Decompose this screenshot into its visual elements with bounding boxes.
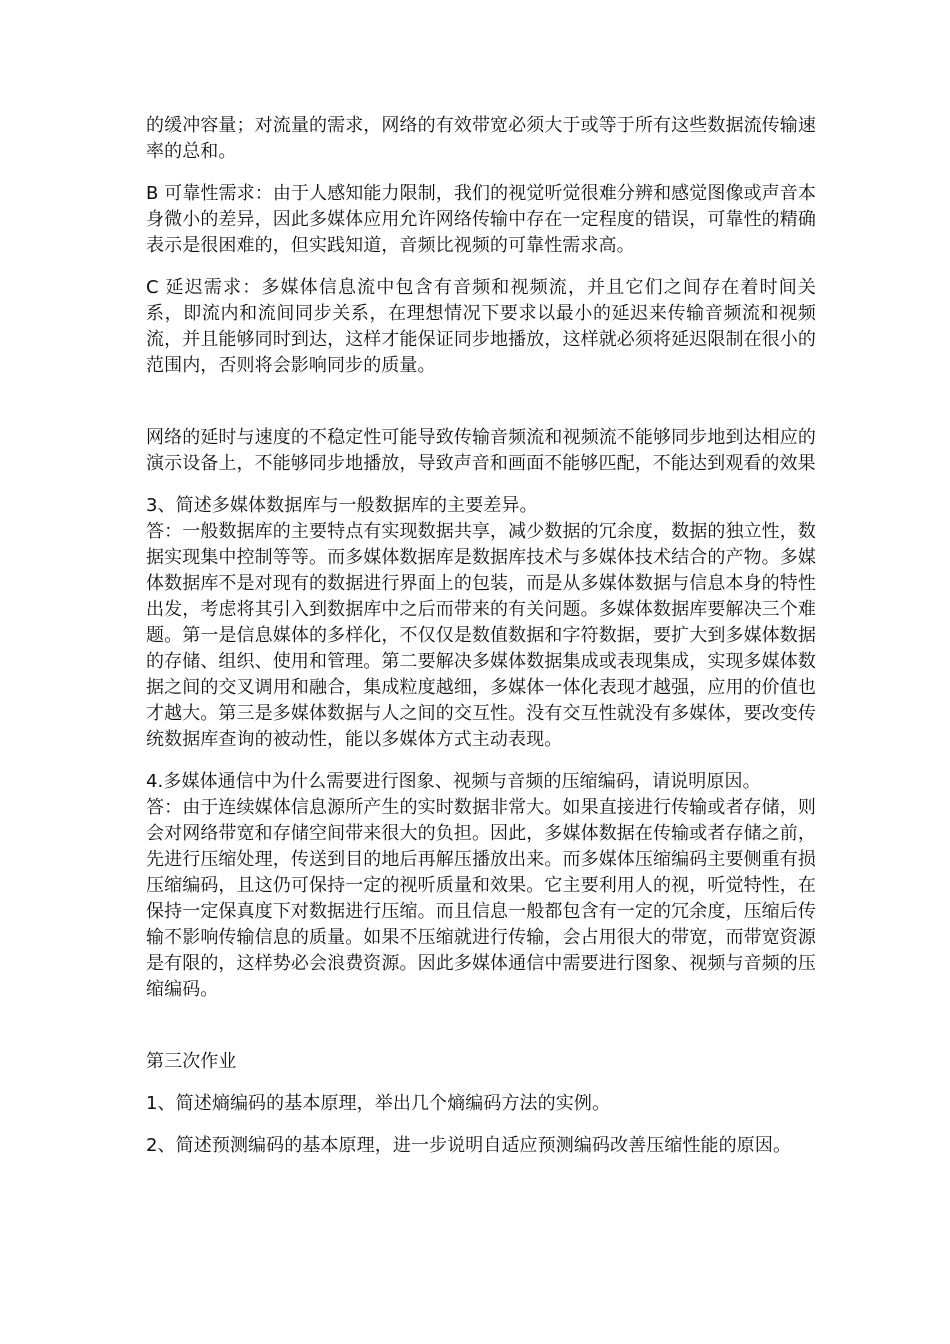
document-body: [146, 113, 816, 1159]
answer-3: 答：一般数据库的主要特点有实现数据共享，减少数据的冗余度，数据的独立性，数据实现集中控制等等。而多媒体数据库是数据库技术与多媒体技术结合的产物。多媒体数据库不是对现有的数据进行界面上的包装，而是从多媒体数据与信息本身的特性出发，考虑将其引入到数据库中之后而带来的有关问题。多媒体数据库要解决三个难题。第一是信息媒体的多样化，不仅仅是数值数据和字符数据，要扩大到多媒体数据的存储、组织、使用和管理。第二要解决多媒体数据集成或表现集成，实现多媒体数据之间的交叉调用和融合，集成粒度越细，多媒体一体化表现才越强，应用的价值也才越大。第三是多媒体数据与人之间的交互性。没有交互性就没有多媒体，要改变传统数据库查询的被动性，能以多媒体方式主动表现。: [146, 521, 816, 750]
homework-question-2: 2、简述预测编码的基本原理，进一步说明自适应预测编码改善压缩性能的原因。: [146, 1135, 792, 1156]
homework-question-1: 1、简述熵编码的基本原理，举出几个熵编码方法的实例。: [146, 1093, 611, 1114]
section-heading-third-assignment: 第三次作业: [146, 1051, 237, 1072]
paragraph-delay-requirement: C 延迟需求：多媒体信息流中包含有音频和视频流，并且它们之间存在着时间关系，即流内和流间同步关系，在理想情况下要求以最小的延迟来传输音频流和视频流，并且能够同时到达，这样才能保证同步地播放，这样就必须将延迟限制在很小的范围内，否则将会影响同步的质量。: [146, 277, 816, 376]
question-4: 4.多媒体通信中为什么需要进行图象、视频与音频的压缩编码，请说明原因。: [146, 771, 761, 792]
paragraph-network-instability: 网络的延时与速度的不稳定性可能导致传输音频流和视频流不能够同步地到达相应的演示设备上，不能够同步地播放，导致声音和画面不能够匹配，不能达到观看的效果: [146, 427, 816, 474]
paragraph-buffer-capacity: 的缓冲容量；对流量的需求，网络的有效带宽必须大于或等于所有这些数据流传输速率的总和。: [146, 115, 816, 162]
question-3: 3、简述多媒体数据库与一般数据库的主要差异。: [146, 495, 538, 516]
paragraph-reliability-requirement: B 可靠性需求：由于人感知能力限制，我们的视觉听觉很难分辨和感觉图像或声音本身微小的差异，因此多媒体应用允许网络传输中存在一定程度的错误，可靠性的精确表示是很困难的，但实践知道，音频比视频的可靠性需求高。: [146, 183, 816, 256]
answer-4: 答：由于连续媒体信息源所产生的实时数据非常大。如果直接进行传输或者存储，则会对网络带宽和存储空间带来很大的负担。因此，多媒体数据在传输或者存储之前，先进行压缩处理，传送到目的地后再解压播放出来。而多媒体压缩编码主要侧重有损压缩编码，且这仍可保持一定的视听质量和效果。它主要利用人的视，听觉特性，在保持一定保真度下对数据进行压缩。而且信息一般都包含有一定的冗余度，压缩后传输不影响传输信息的质量。如果不压缩就进行传输，会占用很大的带宽，而带宽资源是有限的，这样势必会浪费资源。因此多媒体通信中需要进行图象、视频与音频的压缩编码。: [146, 797, 816, 1000]
